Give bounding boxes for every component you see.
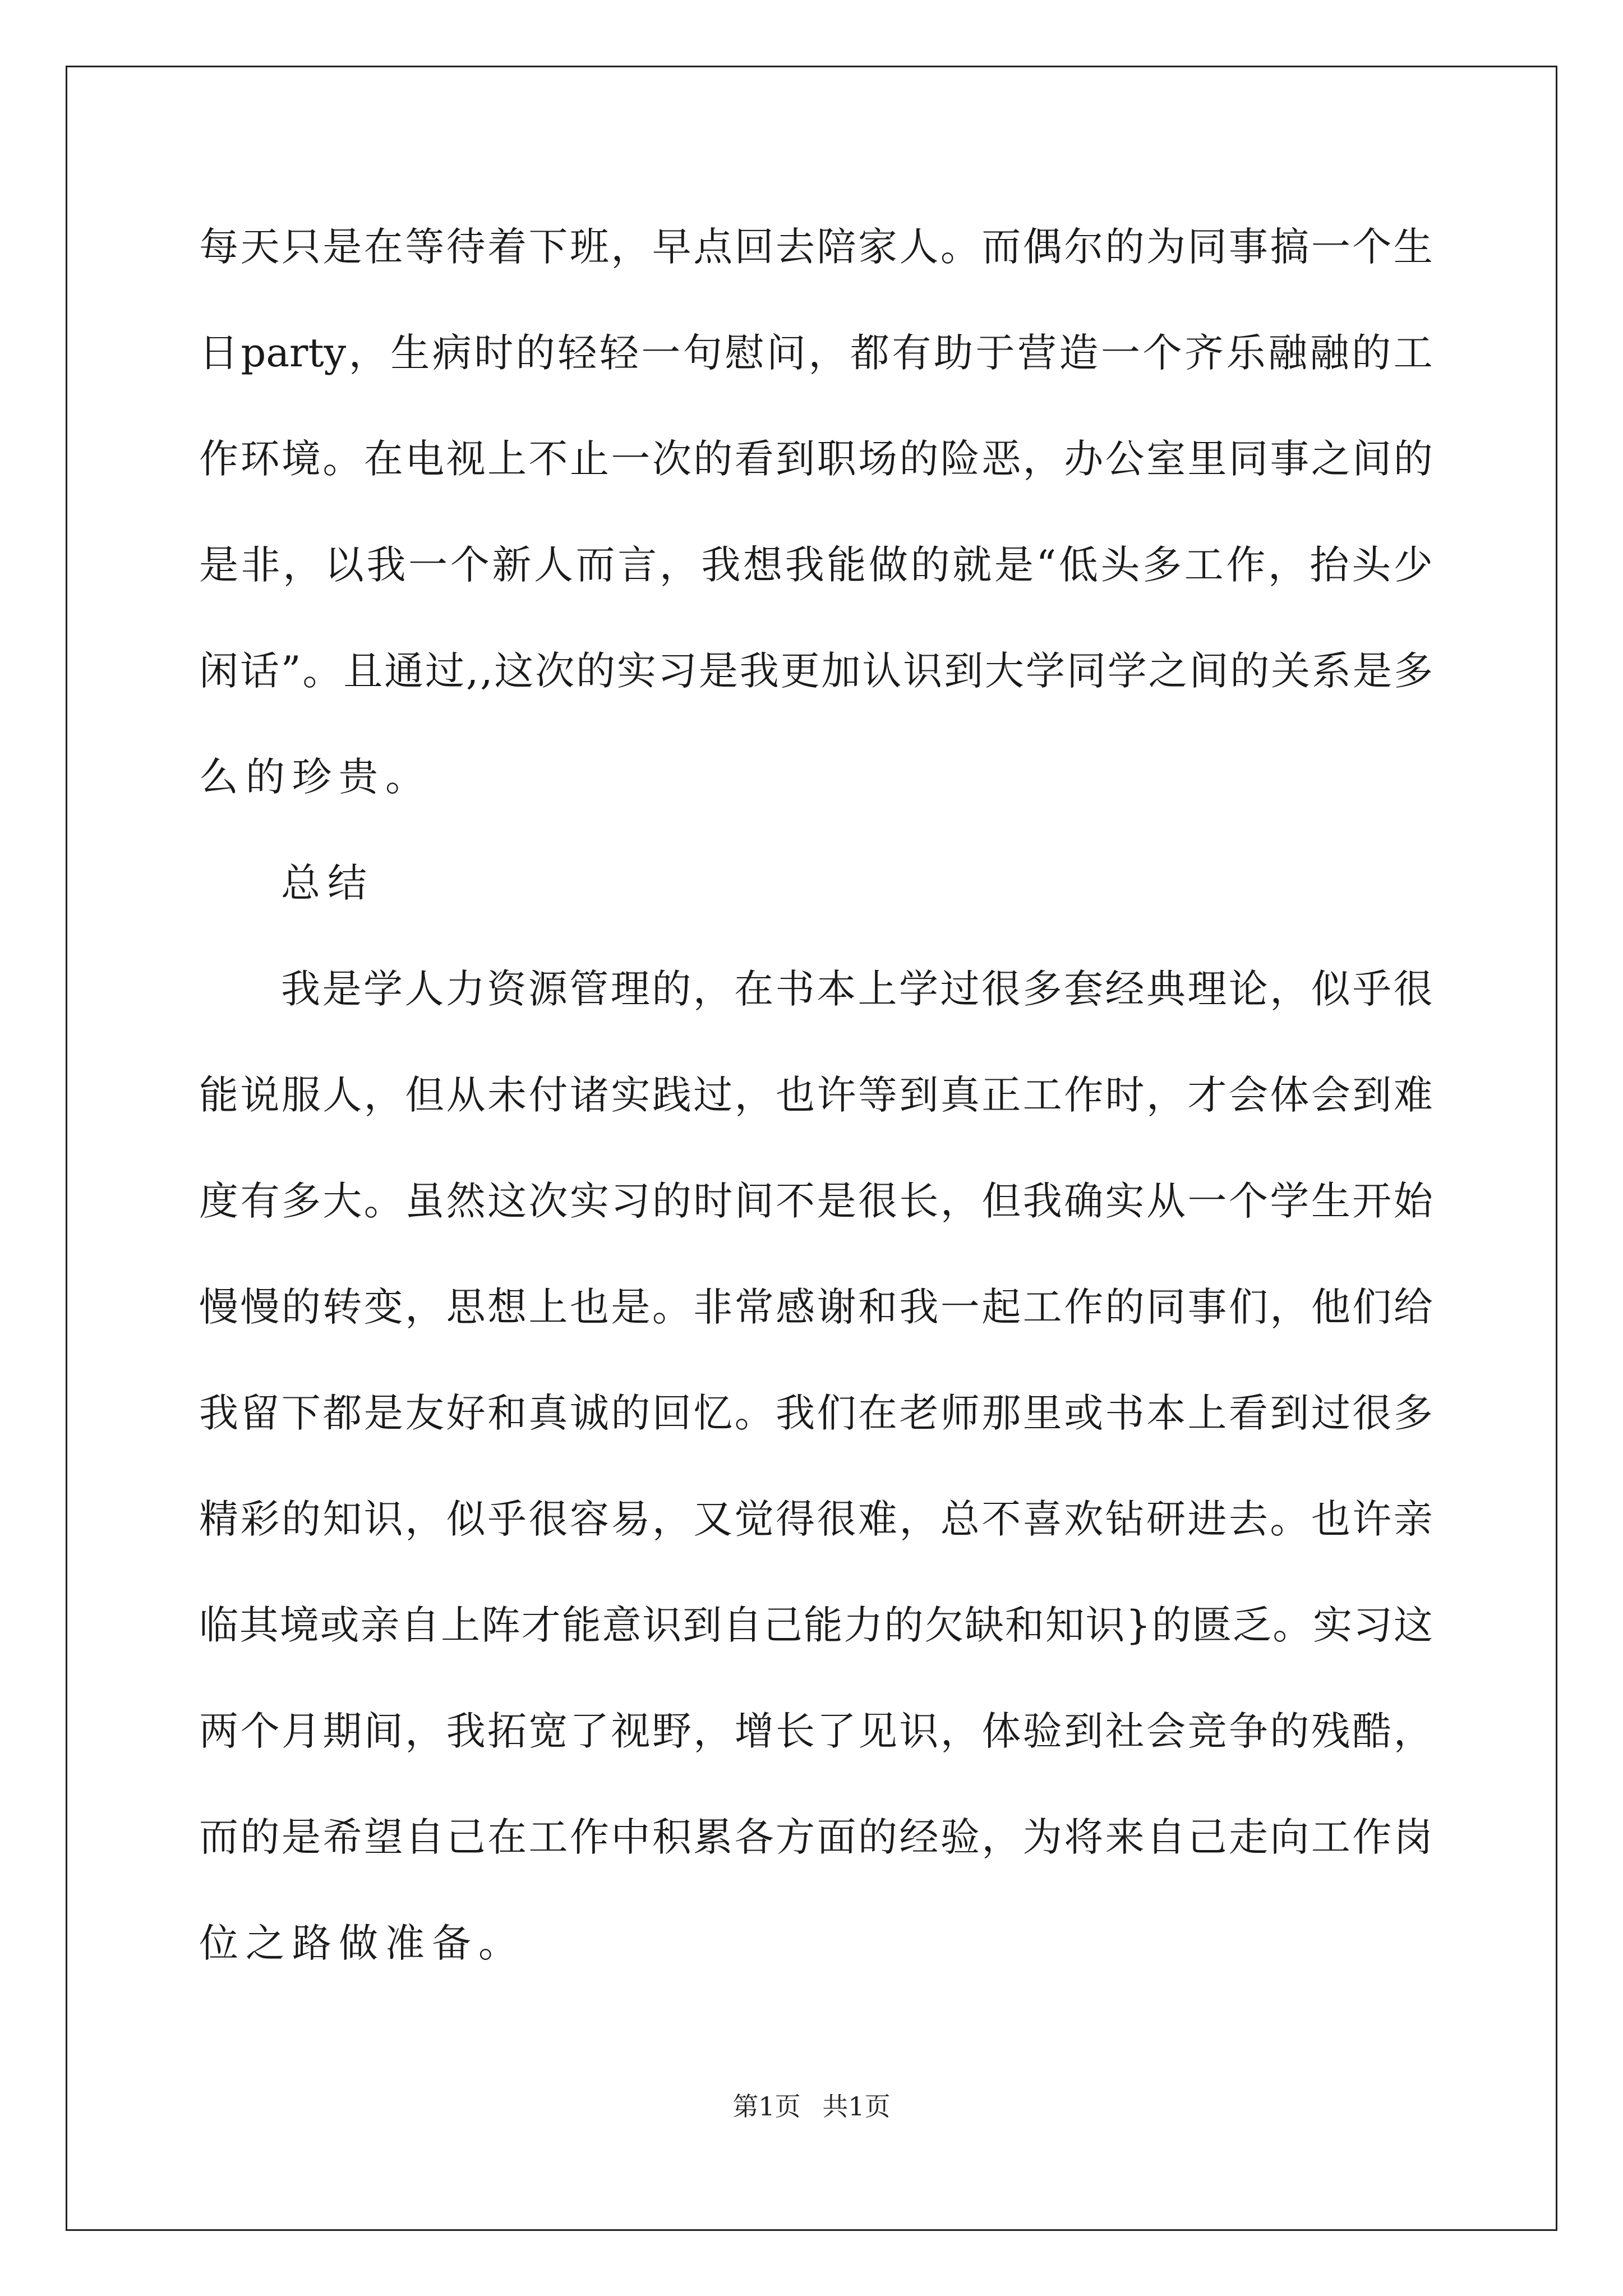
- text-line: 是 非 ， 以 我 一 个 新 人 而 言 ， 我 想 我 能 做 的 就 是 “ 低 头 多 工 作 ， 抬 头 少: [199, 542, 1433, 588]
- text-line: 日 party ， 生 病 时 的 轻 轻 一 句 慰 问 ， 都 有 助 于 营 造 一 个 齐 乐 融 融 的 工: [199, 330, 1433, 376]
- text-line: 我 是 学 人 力 资 源 管 理 的 ， 在 书 本 上 学 过 很 多 套 经 典 理 论 ， 似 乎 很: [281, 966, 1433, 1012]
- text-line: 精 彩 的 知 识 ， 似 乎 很 容 易 ， 又 觉 得 很 难 ， 总 不 喜 欢 钻 研 进 去 。 也 许 亲: [199, 1496, 1433, 1542]
- text-line: 作 环 境 。 在 电 视 上 不 止 一 次 的 看 到 职 场 的 险 恶 ， 办 公 室 里 同 事 之 间 的: [199, 436, 1433, 482]
- page-total: 共1页: [822, 2091, 891, 2122]
- text-line: 而 的 是 希 望 自 己 在 工 作 中 积 累 各 方 面 的 经 验 ， 为 将 来 自 己 走 向 工 作 岗: [199, 1814, 1433, 1860]
- text-line: 闲 话 ” 。 且 通 过 , , 这 次 的 实 习 是 我 更 加 认 识 到 大 学 同 学 之 间 的 关 系 是 多: [199, 648, 1433, 694]
- text-line: 位 之 路 做 准 备 。: [199, 1920, 518, 1966]
- text-line: 两 个 月 期 间 ， 我 拓 宽 了 视 野 ， 增 长 了 见 识 ， 体 验 到 社 会 竞 争 的 残 酷 ，: [199, 1708, 1433, 1754]
- text-line: 么 的 珍 贵 。: [199, 754, 425, 800]
- text-line: 能 说 服 人 ， 但 从 未 付 诸 实 践 过 ， 也 许 等 到 真 正 工 作 时 ， 才 会 体 会 到 难: [199, 1072, 1433, 1118]
- text-line: 我 留 下 都 是 友 好 和 真 诚 的 回 忆 。 我 们 在 老 师 那 里 或 书 本 上 看 到 过 很 多: [199, 1390, 1433, 1436]
- text-line: 每 天 只 是 在 等 待 着 下 班 ， 早 点 回 去 陪 家 人 。 而 偶 尔 的 为 同 事 搞 一 个 生: [199, 224, 1433, 270]
- text-line: 度 有 多 大 。 虽 然 这 次 实 习 的 时 间 不 是 很 长 ， 但 我 确 实 从 一 个 学 生 开 始: [199, 1178, 1433, 1224]
- document-body: [199, 213, 1433, 2016]
- page-footer: [0, 2090, 1623, 2123]
- text-line: 总 结: [281, 860, 367, 906]
- page-number: 第1页: [732, 2091, 801, 2122]
- text-line: 临 其 境 或 亲 自 上 阵 才 能 意 识 到 自 己 能 力 的 欠 缺 和 知 识 } 的 匮 乏 。 实 习 这: [199, 1602, 1433, 1648]
- text-line: 慢 慢 的 转 变 ， 思 想 上 也 是 。 非 常 感 谢 和 我 一 起 工 作 的 同 事 们 ， 他 们 给: [199, 1284, 1433, 1330]
